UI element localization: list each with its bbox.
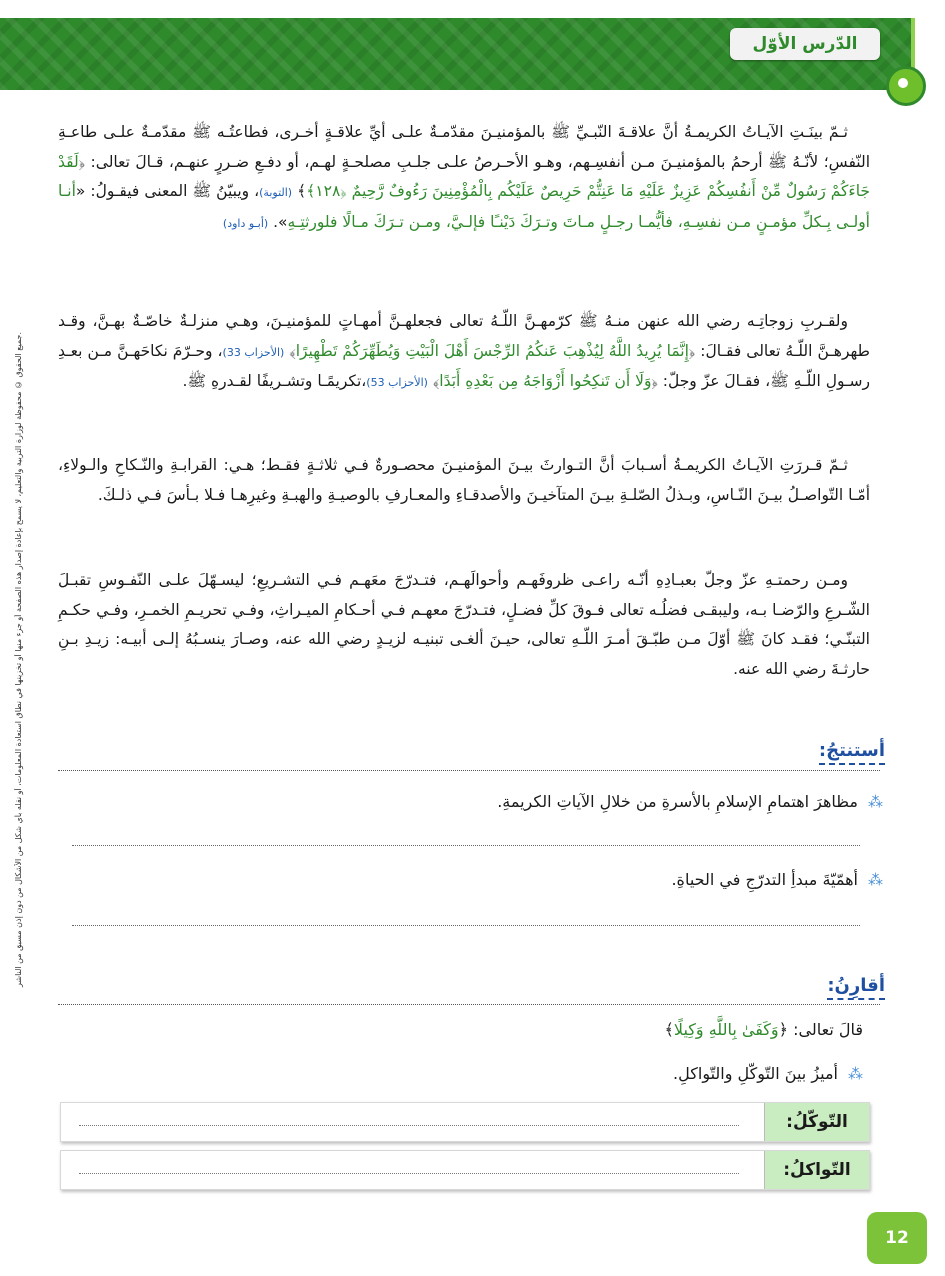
tawakul-answer-line[interactable] [79,1173,739,1174]
paragraph-3-text: ثـمّ قـررَتِ الآيـاتُ الكريمـةُ أسـبابَ أنَّ التـوارثَ بيـنَ المؤمنيـنَ محصـورةٌ فـي ثلاثـةٍ فقـط؛ هـي: القرابـةِ والنّـكاحِ والـولاءِ، أمّـا التّواصـلُ بيـنَ النّـاسِ، وبـذلُ الصّلـةِ بيـنَ المتآخيـنَ والأصدقـاءِ والمعـارفِ بالوصيـةِ والهبـةِ وغيرِهـا فـلا بـأسَ فـي ذلـكَ. [58,456,870,504]
paragraph-4-text: ومـن رحمتـهِ عزّ وجلّ بعبـادِهِ أنّـه راعـى ظروفَهـم وأحوالَهـم، فتـدرّجَ معَهـم فـي التشـريعِ؛ ليسـهّلَ علـى النّفـوسِ تقبـلَ الشّـرعِ والرّضـا بـه، وليبقـى فضلُـه تعالى فـوقَ كلِّ فضـلٍ، فتـدرّجَ معهـم فـي أحـكامِ الميـراثِ، وفـي تحريـمِ الخمـرِ، وفـي حكـمِ التبنّـي؛ فقـد كانَ ﷺ أوّلَ مـن طبّـقَ أمـرَ اللّـهِ تعالى، حيـنَ ألغـى تبنيـه لزيـدٍ رضي الله عنه، وصـارَ ينسـبُهُ إلـى أبيـه: زيـدِ بـنِ حارثـةَ رضي الله عنه. [58,571,870,678]
paragraph-2-text-a: ولقـربِ زوجاتِـه رضي الله عنهن منـهُ ﷺ كرّمهـنَّ اللّـهُ تعالى فجعلهـنَّ أمهـاتٍ للمؤمنيـنَ، وهـي منزلـةٌ خاصّـةٌ بهـنَّ، وقـد طهرهـنَّ اللّـهُ تعالى فقـالَ: ﴿ [58,312,870,360]
paragraph-2: ولقـربِ زوجاتِـه رضي الله عنهن منـهُ ﷺ كرّمهـنَّ اللّـهُ تعالى فجعلهـنَّ أمهـاتٍ للمؤمنيـنَ، وهـي منزلـةٌ خاصّـةٌ بهـنَّ، وقـد طهرهـنَّ اللّـهُ تعالى فقـالَ: ﴿إِنَّمَا يُرِيدُ اللَّهُ لِيُذْهِبَ عَنكُمُ الرِّجْسَ أَهْلَ الْبَيْتِ وَيُطَهِّرَكُمْ تَطْهِيرًا﴾ (الأحزاب 33)، وحـرّمَ نكاحَهـنَّ مـن بعـدِ رسـولِ اللّـهِ ﷺ، فقـالَ عزّ وجلّ: ﴿وَلَا أَن تَنكِحُوا أَزْوَاجَهُ مِن بَعْدِهِ أَبَدًا﴾ (الأحزاب 53)،تكريمًـا وتشـريفًا لقـدرهِ ﷺ. [58,312,870,390]
snowflake-bullet-icon: ⁂ [868,792,883,811]
compare-rule [58,1004,880,1005]
quote-verse: وَكَفَىٰ بِاللَّهِ وَكِيلًا [673,1020,779,1039]
verse-tawbah: لَقَدْ جَاءَكُمْ رَسُولٌ مِّنْ أَنفُسِكُمْ عَزِيزٌ عَلَيْهِ مَا عَنِتُّمْ حَرِيصٌ عَلَيْكُم بِالْمُؤْمِنِينَ رَءُوفٌ رَّحِيمٌ ﴿١٢٨﴾ [58,152,870,200]
ref-abu-dawud: (أبـو داود) [222,216,269,230]
paragraph-4 [58,566,870,684]
compare-instruction-text: أميزُ بينَ التّوكّلِ والتّواكلِ. [673,1064,838,1083]
ref-ahzab-33: (الأحزاب 33) [222,345,285,359]
paragraph-1-text-c: ». [268,212,288,231]
quote-prefix: قالَ تعالى: ﴿ [778,1020,863,1039]
ref-ahzab-53: (الأحزاب 53) [366,376,428,389]
tawakul-answer-box[interactable] [60,1150,870,1190]
verse-close: ﴾ [297,182,307,200]
paragraph-3 [58,451,870,510]
snowflake-bullet-icon: ⁂ [868,870,883,889]
deduce-item-2-text: أهمّيّةَ مبدأِ التدرّجِ في الحياةِ. [671,870,858,889]
hadith-text: أنـا أولـى بِـكلِّ مؤمـنٍ مـن نفسِـهِ، فأيُّمـا رجـلٍ مـاتَ وتـرَكَ دَيْنـًا فإلـيَّ، ومـن تـرَكَ مـالًا فلورثتِـهِ [58,182,870,231]
compare-title: أقارِنُ: [827,975,885,1000]
page-number: 12 [867,1212,927,1264]
deduce-answer-line-2[interactable] [72,925,860,926]
tawakkul-answer-box[interactable] [60,1102,870,1142]
ref-tawbah: (التوبة) [259,186,293,199]
quote-suffix: ﴾ [664,1020,674,1039]
tawakkul-label: التّوكّلُ: [764,1103,869,1141]
compare-quote [665,1020,863,1039]
paragraph-2-text-c: ،تكريمًـا وتشـريفًا لقـدرهِ ﷺ. [182,372,367,390]
deduce-title: أستنتجُ: [819,740,885,765]
paragraph-1-text-b: ، ويبيّنُ ﷺ المعنى فيقـولُ: « [75,182,260,200]
paragraph-2-text-b: ، وحـرّمَ نكاحَهـنَّ مـن بعـدِ رسـولِ اللّـهِ ﷺ، فقـالَ عزّ وجلّ: ﴿ [58,341,870,390]
paragraph-1-text-a: ثـمّ بينَـتِ الآيـاتُ الكريمـةُ أنَّ علاقـةَ النّبـيِّ ﷺ بالمؤمنيـنَ مقدّمـةٌ علـى أيِّ علاقـةٍ أخـرى، فطاعتُـه ﷺ مقدّمـةٌ علـى طاعـةِ النّفسِ؛ لأنّـهُ ﷺ أرحمُ بالمؤمنيـنَ مـن أنفسِـهم، وهـو الأحـرصُ علـى جلـبِ مصلحـةٍ لهـم، أو دفـعِ ضـررٍ عنهـم، قـالَ تعالى: ﴿ [58,123,870,171]
verse-ahzab-53: وَلَا أَن تَنكِحُوا أَزْوَاجَهُ مِن بَعْدِهِ أَبَدًا [439,372,652,390]
deduce-item-1 [93,792,883,811]
deduce-rule [58,770,880,771]
deduce-answer-line-1[interactable] [72,845,860,846]
deduce-item-2 [93,870,883,889]
copyright-side-note: جميع الحقوق © محفوظة لوزارة التربية والتعليم، لا يسمح بإعادة إصدار هذه الصفحة أو جزء منها أو تخزينها في نطاق استعادة المعلومات، أو نقله بأي شكل من الأشكال من دون إذن مسبق من الناشر. [14,332,23,988]
banner-circle-inner [898,78,908,88]
paragraph-1 [58,118,870,238]
tawakkul-answer-line[interactable] [79,1125,739,1126]
tawakul-label: التّواكلُ: [764,1151,869,1189]
compare-instruction [73,1064,863,1083]
verse-ahzab-33: إِنَّمَا يُرِيدُ اللَّهُ لِيُذْهِبَ عَنكُمُ الرِّجْسَ أَهْلَ الْبَيْتِ وَيُطَهِّرَكُمْ تَطْهِيرًا [295,341,689,360]
lesson-label: الدّرس الأوّل [730,28,880,60]
snowflake-bullet-icon: ⁂ [848,1064,863,1083]
deduce-item-1-text: مظاهرَ اهتمامِ الإسلامِ بالأسرةِ من خلالِ الآياتِ الكريمةِ. [497,792,858,811]
